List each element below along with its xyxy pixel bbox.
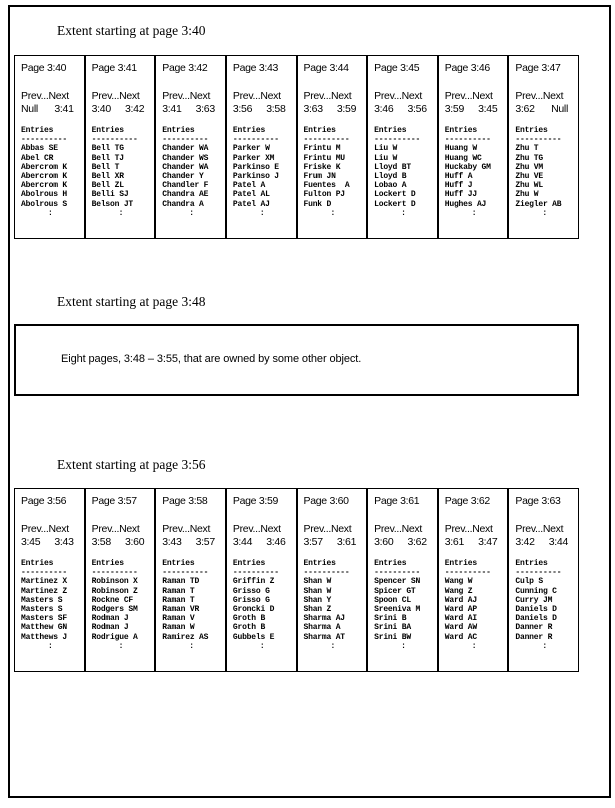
next-pointer: 3:43: [54, 536, 74, 548]
page-number-label: Page 3:62: [444, 495, 490, 507]
entry-name: Spicer GT: [374, 586, 416, 596]
entries-label: Entries: [444, 126, 477, 135]
entry-name: Zhu VE: [515, 172, 543, 182]
entry-name: Liu W: [374, 153, 398, 163]
entry-name: Groth B: [232, 623, 266, 633]
page-number-label: Page 3:58: [162, 495, 208, 507]
more-indicator: :: [48, 641, 53, 651]
entry-name: Belli SJ: [91, 190, 129, 200]
prev-next-values: [21, 536, 80, 548]
next-pointer: 3:63: [195, 103, 215, 115]
entry-name: Frum JN: [303, 172, 336, 182]
next-pointer: 3:58: [266, 103, 286, 115]
prev-pointer: 3:57: [303, 536, 323, 548]
prev-pointer: 3:56: [232, 103, 253, 115]
entry-name: Bell T: [91, 162, 120, 172]
entry-name: Groth B: [232, 614, 266, 624]
entries-rule: ----------: [162, 568, 209, 578]
more-indicator: :: [259, 208, 265, 218]
entry-name: Sreeniva M: [374, 605, 421, 615]
entries-list: [233, 559, 292, 651]
entries-list: [92, 126, 151, 218]
prev-next-values: [21, 103, 80, 115]
prev-next-values: [515, 536, 574, 548]
more-indicator: :: [48, 208, 53, 218]
more-indicator: :: [471, 208, 477, 218]
prev-next-values: [162, 536, 221, 548]
more-indicator: :: [118, 641, 124, 651]
entry-name: Daniels D: [515, 614, 557, 624]
next-pointer: 3:47: [478, 536, 498, 548]
more-indicator: :: [330, 641, 336, 651]
more-indicator: :: [189, 641, 194, 651]
entry-name: Robinson Z: [91, 586, 138, 596]
page-number-label: Page 3:47: [515, 62, 561, 74]
entry-name: Fulton PJ: [303, 190, 345, 200]
entry-name: Wang W: [444, 577, 473, 587]
prev-pointer: 3:40: [91, 103, 111, 115]
entry-name: Raman TD: [162, 577, 200, 587]
entry-name: Bell XR: [91, 172, 124, 182]
entries-rule: ----------: [444, 568, 491, 578]
entries-list: [162, 559, 221, 651]
prev-pointer: 3:44: [232, 536, 253, 548]
entry-name: Raman V: [162, 614, 195, 624]
entries-list: [162, 126, 221, 218]
prev-next-values: [374, 103, 433, 115]
prev-next-values: [233, 103, 292, 115]
entry-name: Ramirez AS: [162, 632, 209, 642]
entry-name: Chander WS: [162, 153, 209, 163]
entries-label: Entries: [21, 126, 54, 135]
page-box: [226, 488, 297, 672]
prev-next-label: Prev...Next: [162, 90, 211, 102]
entry-name: Masters SF: [21, 614, 68, 624]
page-number-label: Page 3:44: [303, 62, 349, 74]
page-box: [14, 488, 85, 672]
more-indicator: :: [259, 641, 265, 651]
page-box: [226, 55, 297, 239]
prev-pointer: 3:59: [444, 103, 464, 115]
entry-name: Funk D: [303, 199, 332, 209]
prev-pointer: 3:62: [515, 103, 535, 115]
prev-next-label: Prev...Next: [374, 90, 422, 102]
entry-name: Raman T: [162, 595, 195, 605]
entries-label: Entries: [303, 126, 336, 135]
prev-pointer: 3:60: [374, 536, 394, 548]
page-number-label: Page 3:40: [21, 62, 67, 74]
entries-list: [304, 559, 363, 651]
entries-label: Entries: [515, 126, 548, 135]
extent-row-1: [14, 55, 579, 239]
prev-pointer: 3:43: [162, 536, 182, 548]
page-box: [155, 55, 226, 239]
entries-rule: ----------: [21, 135, 68, 145]
entries-rule: ----------: [232, 135, 279, 145]
entries-list: [445, 559, 504, 651]
page-box: [508, 55, 579, 239]
entries-list: [374, 559, 433, 651]
entry-name: Ward AI: [444, 614, 477, 624]
prev-next-values: [304, 103, 363, 115]
entry-name: Zhu TG: [515, 153, 543, 163]
entry-name: Ziegler AB: [515, 199, 562, 209]
entry-name: Abercrom K: [21, 181, 68, 191]
entry-name: Rodman J: [91, 623, 129, 633]
next-pointer: 3:59: [336, 103, 357, 115]
next-pointer: 3:56: [407, 103, 427, 115]
entry-name: Chander WA: [162, 144, 209, 154]
entry-name: Culp S: [515, 577, 543, 587]
entry-name: Spencer SN: [374, 577, 421, 587]
entry-name: Srini BA: [374, 623, 411, 633]
entries-list: [515, 559, 574, 651]
next-pointer: 3:45: [478, 103, 498, 115]
more-indicator: :: [471, 641, 477, 651]
prev-pointer: 3:61: [444, 536, 464, 548]
page-number-label: Page 3:42: [162, 62, 208, 74]
entry-name: Zhu WL: [515, 181, 543, 191]
entry-name: Daniels D: [515, 605, 557, 615]
entry-name: Lockert D: [374, 190, 416, 200]
prev-next-label: Prev...Next: [303, 523, 352, 535]
extent-title-3: Extent starting at page 3:56: [57, 457, 206, 472]
page-box: [367, 488, 438, 672]
prev-next-values: [515, 103, 574, 115]
entries-label: Entries: [162, 559, 195, 568]
entry-name: Parker XM: [232, 153, 275, 163]
prev-next-label: Prev...Next: [515, 90, 564, 102]
entry-name: Belson JT: [91, 199, 134, 209]
entries-list: [515, 126, 574, 218]
entry-name: Rockne CF: [91, 595, 134, 605]
prev-next-values: [374, 536, 433, 548]
entry-name: Danner R: [515, 623, 553, 633]
prev-next-label: Prev...Next: [21, 523, 69, 535]
entry-name: Abolrous H: [21, 190, 68, 200]
entry-name: Shan Y: [303, 595, 332, 605]
other-object-note-box: [14, 324, 579, 396]
entries-rule: ----------: [91, 568, 138, 578]
entries-list: [304, 126, 363, 218]
more-indicator: :: [542, 208, 547, 218]
prev-next-values: [162, 103, 221, 115]
more-indicator: :: [118, 208, 124, 218]
entry-name: Ward AJ: [444, 595, 477, 605]
entries-label: Entries: [374, 559, 407, 568]
prev-pointer: 3:42: [515, 536, 535, 548]
page-box: [14, 55, 85, 239]
entry-name: Ward AC: [444, 632, 477, 642]
entry-name: Huckaby GM: [444, 162, 491, 172]
entry-name: Zhu T: [515, 144, 539, 154]
extent-title-2: Extent starting at page 3:48: [57, 294, 206, 309]
entries-label: Entries: [232, 559, 266, 568]
prev-next-label: Prev...Next: [232, 90, 281, 102]
entries-label: Entries: [232, 126, 266, 135]
entries-label: Entries: [21, 559, 54, 568]
entry-name: Rodrigue A: [91, 632, 138, 642]
entry-name: Frintu M: [303, 144, 341, 154]
prev-next-values: [445, 536, 504, 548]
page-box: [155, 488, 226, 672]
entry-name: Chandra AE: [162, 190, 209, 200]
page-number-label: Page 3:56: [21, 495, 67, 507]
entry-name: Spoon CL: [374, 595, 411, 605]
entries-label: Entries: [374, 126, 407, 135]
entry-name: Sharma AJ: [303, 614, 345, 624]
entries-label: Entries: [303, 559, 336, 568]
entry-name: Fuentes A: [303, 181, 350, 191]
entries-rule: ----------: [303, 568, 350, 578]
entry-name: Friske K: [303, 162, 341, 172]
entries-rule: ----------: [515, 568, 562, 578]
prev-pointer: Null: [21, 103, 38, 115]
entry-name: Huff J: [444, 181, 473, 191]
entry-name: Lobao A: [374, 181, 407, 191]
more-indicator: :: [189, 208, 194, 218]
page-number-label: Page 3:43: [232, 62, 279, 74]
page-number-label: Page 3:61: [374, 495, 420, 507]
entry-name: Abbas SE: [21, 144, 58, 154]
entry-name: Huff JJ: [444, 190, 477, 200]
entry-name: Huff A: [444, 172, 473, 182]
prev-next-values: [304, 536, 363, 548]
entry-name: Parkinso E: [232, 162, 279, 172]
entries-label: Entries: [515, 559, 548, 568]
prev-pointer: 3:63: [303, 103, 323, 115]
entries-label: Entries: [444, 559, 477, 568]
entry-name: Sharma AT: [303, 632, 345, 642]
entries-rule: ----------: [515, 135, 562, 145]
entries-label: Entries: [91, 559, 124, 568]
page-number-label: Page 3:63: [515, 495, 561, 507]
entries-list: [374, 126, 433, 218]
page-box: [297, 488, 368, 672]
entry-name: Shan W: [303, 586, 332, 596]
entry-name: Sharma A: [303, 623, 341, 633]
page-number-label: Page 3:59: [232, 495, 279, 507]
entry-name: Shan Z: [303, 605, 332, 615]
entries-rule: ----------: [162, 135, 209, 145]
entry-name: Lockert D: [374, 199, 416, 209]
page-box: [508, 488, 579, 672]
entry-name: Cunning C: [515, 586, 557, 596]
entry-name: Bell TG: [91, 144, 124, 154]
entry-name: Danner R: [515, 632, 553, 642]
entries-list: [21, 559, 80, 651]
entry-name: Srini B: [374, 614, 407, 624]
next-pointer: 3:60: [125, 536, 145, 548]
entry-name: Ward AP: [444, 605, 477, 615]
entry-name: Robinson X: [91, 577, 138, 587]
prev-pointer: 3:45: [21, 536, 41, 548]
entry-name: Bell ZL: [91, 181, 124, 191]
entry-name: Chandra A: [162, 199, 204, 209]
entry-name: Lloyd B: [374, 172, 407, 182]
next-pointer: 3:46: [266, 536, 286, 548]
more-indicator: :: [542, 641, 547, 651]
page-frame: [8, 5, 611, 798]
entry-name: Patel A: [232, 181, 266, 191]
entry-name: Chander WA: [162, 162, 209, 172]
prev-next-label: Prev...Next: [91, 523, 140, 535]
entry-name: Shan W: [303, 577, 332, 587]
prev-next-label: Prev...Next: [21, 90, 69, 102]
entry-name: Groncki D: [232, 605, 275, 615]
entries-list: [233, 126, 292, 218]
page-box: [367, 55, 438, 239]
page-box: [438, 55, 509, 239]
page-number-label: Page 3:60: [303, 495, 349, 507]
next-pointer: Null: [551, 103, 568, 115]
extent-title-1: Extent starting at page 3:40: [57, 23, 206, 38]
entries-rule: ----------: [232, 568, 279, 578]
next-pointer: 3:62: [407, 536, 427, 548]
entry-name: Martinez X: [21, 577, 68, 587]
page-box: [85, 488, 156, 672]
entry-name: Ward AW: [444, 623, 477, 633]
prev-pointer: 3:58: [91, 536, 111, 548]
prev-next-values: [92, 103, 151, 115]
entry-name: Huang W: [444, 144, 477, 154]
entries-label: Entries: [162, 126, 195, 135]
entries-list: [21, 126, 80, 218]
prev-next-label: Prev...Next: [515, 523, 564, 535]
note-text: Eight pages, 3:48 – 3:55, that are owned by some other object.: [61, 353, 362, 365]
entry-name: Patel AL: [232, 190, 270, 200]
extent-row-2: [14, 488, 579, 672]
entries-label: Entries: [91, 126, 124, 135]
entry-name: Zhu W: [515, 190, 539, 200]
next-pointer: 3:42: [125, 103, 145, 115]
prev-next-label: Prev...Next: [162, 523, 211, 535]
entry-name: Matthew GN: [21, 623, 68, 633]
prev-next-label: Prev...Next: [303, 90, 352, 102]
prev-pointer: 3:46: [374, 103, 394, 115]
prev-pointer: 3:41: [162, 103, 182, 115]
page-box: [85, 55, 156, 239]
prev-next-label: Prev...Next: [91, 90, 140, 102]
entry-name: Rodgers SM: [91, 605, 138, 615]
entry-name: Masters S: [21, 595, 63, 605]
entry-name: Gubbels E: [232, 632, 275, 642]
entry-name: Raman VR: [162, 605, 200, 615]
entry-name: Lloyd BT: [374, 162, 411, 172]
entry-name: Huang WC: [444, 153, 482, 163]
entry-name: Chander Y: [162, 172, 204, 182]
entries-rule: ----------: [303, 135, 350, 145]
page-number-label: Page 3:41: [91, 62, 137, 74]
prev-next-values: [445, 103, 504, 115]
entry-name: Srini BW: [374, 632, 411, 642]
entry-name: Abel CR: [21, 153, 54, 163]
prev-next-label: Prev...Next: [444, 90, 493, 102]
entry-name: Frintu MU: [303, 153, 345, 163]
entry-name: Rodman J: [91, 614, 129, 624]
more-indicator: :: [401, 208, 406, 218]
next-pointer: 3:57: [195, 536, 215, 548]
entry-name: Raman W: [162, 623, 195, 633]
entry-name: Chandler F: [162, 181, 209, 191]
prev-next-label: Prev...Next: [232, 523, 281, 535]
prev-next-values: [233, 536, 292, 548]
entries-rule: ----------: [374, 568, 421, 578]
prev-next-label: Prev...Next: [374, 523, 422, 535]
more-indicator: :: [330, 208, 336, 218]
next-pointer: 3:44: [548, 536, 568, 548]
entries-rule: ----------: [374, 135, 421, 145]
page-number-label: Page 3:46: [444, 62, 490, 74]
entry-name: Raman T: [162, 586, 195, 596]
entries-rule: ----------: [444, 135, 491, 145]
entry-name: Parker W: [232, 144, 270, 154]
entry-name: Patel AJ: [232, 199, 270, 209]
entry-name: Bell TJ: [91, 153, 124, 163]
entry-name: Martinez Z: [21, 586, 68, 596]
entry-name: Wang Z: [444, 586, 473, 596]
entry-name: Abercrom K: [21, 172, 68, 182]
entry-name: Abercrom K: [21, 162, 68, 172]
entries-list: [445, 126, 504, 218]
entry-name: Zhu VM: [515, 162, 543, 172]
entry-name: Curry JM: [515, 595, 553, 605]
entry-name: Matthews J: [21, 632, 68, 642]
page-box: [438, 488, 509, 672]
entry-name: Masters S: [21, 605, 63, 615]
entries-list: [92, 559, 151, 651]
prev-next-values: [92, 536, 151, 548]
entry-name: Liu W: [374, 144, 398, 154]
entry-name: Parkinso J: [232, 172, 279, 182]
more-indicator: :: [401, 641, 406, 651]
next-pointer: 3:61: [336, 536, 357, 548]
page-number-label: Page 3:57: [91, 495, 137, 507]
entry-name: Hughes AJ: [444, 199, 487, 209]
entries-rule: ----------: [91, 135, 138, 145]
page-box: [297, 55, 368, 239]
entry-name: Grisso G: [232, 586, 270, 596]
entry-name: Grisso G: [232, 595, 270, 605]
page-number-label: Page 3:45: [374, 62, 420, 74]
entries-rule: ----------: [21, 568, 68, 578]
entry-name: Griffin Z: [232, 577, 275, 587]
prev-next-label: Prev...Next: [444, 523, 493, 535]
next-pointer: 3:41: [54, 103, 74, 115]
entry-name: Abolrous S: [21, 199, 68, 209]
